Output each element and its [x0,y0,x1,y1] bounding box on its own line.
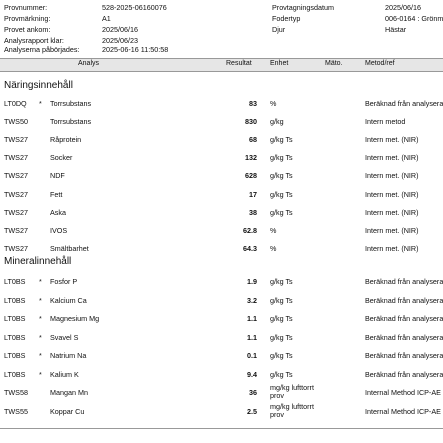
row-method: Beräknad från analysera [365,332,443,342]
row-name: Mangan Mn [50,388,88,397]
table-row [0,203,443,221]
col-metod: Metod/ref [365,60,395,67]
row-unit: g/kg Ts [270,277,293,286]
row-method: Beräknad från analysera [365,314,443,323]
header-label-provet-ankom: Provet ankom: [4,25,51,34]
row-mark: * [39,277,42,286]
footer-divider [0,428,443,429]
table-row [0,185,443,203]
row-name: Natrium Na [50,351,87,360]
table-row [0,148,443,166]
row-mark: * [39,99,42,108]
row-unit: g/kg Ts [270,171,293,181]
row-code: TWS27 [4,171,28,181]
table-row [0,383,443,401]
row-code: LT0DQ [4,99,27,108]
row-name: Socker [50,153,73,163]
header-value-analysrapport: 2025/06/23 [102,36,138,45]
row-unit: g/kg Ts [270,153,293,163]
row-code: TWS27 [4,135,28,145]
table-row [0,112,443,130]
header-value-djur: Hästar [385,25,407,34]
table-row [0,291,443,309]
row-mark: * [39,332,42,342]
row-result: 1.9 [247,277,257,286]
row-name: IVOS [50,225,68,235]
row-unit: % [270,99,277,108]
row-method: Intern met. (NIR) [365,171,419,181]
col-enhet: Enhet [270,60,289,67]
row-result: 1.1 [247,332,257,342]
header-label-djur: Djur [272,25,286,34]
row-code: TWS27 [4,225,28,235]
row-method: Beräknad från analysera [365,351,443,360]
table-row [0,166,443,184]
row-mark: * [39,351,42,360]
row-code: TWS55 [4,406,28,416]
row-name: Kalium K [50,369,79,379]
row-method: Beräknad från analysera [365,277,443,286]
row-unit: g/kg Ts [270,207,293,217]
row-result: 36 [249,388,257,397]
header-value-fodertyp: 006-0164 : Grönm [385,14,443,23]
header-label-analyserna: Analyserna påbörjades: [4,45,80,54]
row-code: TWS58 [4,388,28,397]
table-row [0,365,443,383]
row-code: TWS27 [4,189,28,199]
row-unit: g/kg Ts [270,314,293,323]
header-label-provmarkning: Provmärkning: [4,14,51,23]
row-code: TWS27 [4,243,28,253]
table-row [0,309,443,327]
row-method: Intern met. (NIR) [365,207,419,217]
row-unit: % [270,243,277,253]
row-unit: g/kg Ts [270,135,293,145]
row-name: Kalcium Ca [50,295,87,305]
row-name: Magnesium Mg [50,314,100,323]
row-unit: % [270,225,277,235]
table-row [0,272,443,290]
row-unit: g/kg Ts [270,369,293,379]
table-row [0,221,443,239]
row-result: 628 [245,171,257,181]
row-name: Koppar Cu [50,406,85,416]
row-result: 830 [245,117,257,127]
row-name: Aska [50,207,66,217]
row-code: LT0BS [4,332,26,342]
row-unit: g/kg Ts [270,332,293,342]
row-mark: * [39,295,42,305]
header-value-provet-ankom: 2025/06/16 [102,25,138,34]
row-method: Beräknad från analysera [365,295,443,305]
row-method: Intern met. (NIR) [365,189,419,199]
row-method: Internal Method ICP-AE [365,406,441,416]
header-value-provnummer: 528-2025-06160076 [102,3,167,12]
row-result: 2.5 [247,406,257,416]
row-code: TWS27 [4,153,28,163]
row-method: Intern met. (NIR) [365,135,419,145]
section-title: Näringsinnehåll [4,80,73,91]
row-result: 68 [249,135,257,145]
row-name: NDF [50,171,65,181]
row-result: 83 [249,99,257,108]
row-name: Råprotein [50,135,82,145]
section-title: Mineralinnehåll [4,256,72,267]
row-result: 38 [249,207,257,217]
table-row [0,346,443,364]
table-row [0,328,443,346]
row-name: Svavel S [50,332,79,342]
row-result: 64.3 [243,243,257,253]
row-name: Smältbarhet [50,243,89,253]
row-result: 62.8 [243,225,257,235]
row-result: 3.2 [247,295,257,305]
row-result: 1.1 [247,314,257,323]
row-code: LT0BS [4,351,26,360]
row-mark: * [39,369,42,379]
header-value-provtagningsdatum: 2025/06/16 [385,3,421,12]
row-unit: g/kg [270,117,284,127]
table-row [0,402,443,420]
row-unit: g/kg Ts [270,351,293,360]
row-method: Intern met. (NIR) [365,225,419,235]
header-value-analyserna: 2025-06-16 11:50:58 [102,45,169,54]
row-unit: mg/kg lufttorrt prov [270,401,314,419]
row-method: Intern met. (NIR) [365,153,419,163]
col-mato: Mäto. [325,60,343,67]
row-method: Intern metod [365,117,406,127]
row-result: 132 [245,153,257,163]
col-analys: Analys [78,60,100,67]
header-value-provmarkning: A1 [102,14,111,23]
column-header [0,58,443,72]
row-method: Internal Method ICP-AE [365,388,441,397]
row-name: Torrsubstans [50,99,92,108]
row-mark: * [39,314,42,323]
row-result: 17 [249,189,257,199]
row-name: Fosfor P [50,277,78,286]
row-unit: mg/kg lufttorrt prov [270,383,314,400]
row-code: TWS50 [4,117,28,127]
row-code: LT0BS [4,277,26,286]
row-method: Beräknad från analysera [365,99,443,108]
header-label-provtagningsdatum: Provtagningsdatum [272,3,334,12]
table-row [0,94,443,112]
row-code: LT0BS [4,295,26,305]
row-name: Fett [50,189,63,199]
table-row [0,130,443,148]
row-method: Beräknad från analysera [365,369,443,379]
row-result: 9.4 [247,369,257,379]
header-label-analysrapport: Analysrapport klar: [4,36,64,45]
row-code: LT0BS [4,369,26,379]
row-name: Torrsubstans [50,117,92,127]
header-label-fodertyp: Fodertyp [272,14,301,23]
row-unit: g/kg Ts [270,295,293,305]
row-unit: g/kg Ts [270,189,293,199]
col-resultat: Resultat [226,60,252,67]
row-result: 0.1 [247,351,257,360]
row-code: TWS27 [4,207,28,217]
row-code: LT0BS [4,314,26,323]
row-method: Intern met. (NIR) [365,243,419,253]
header-label-provnummer: Provnummer: [4,3,48,12]
table-row [0,239,443,257]
